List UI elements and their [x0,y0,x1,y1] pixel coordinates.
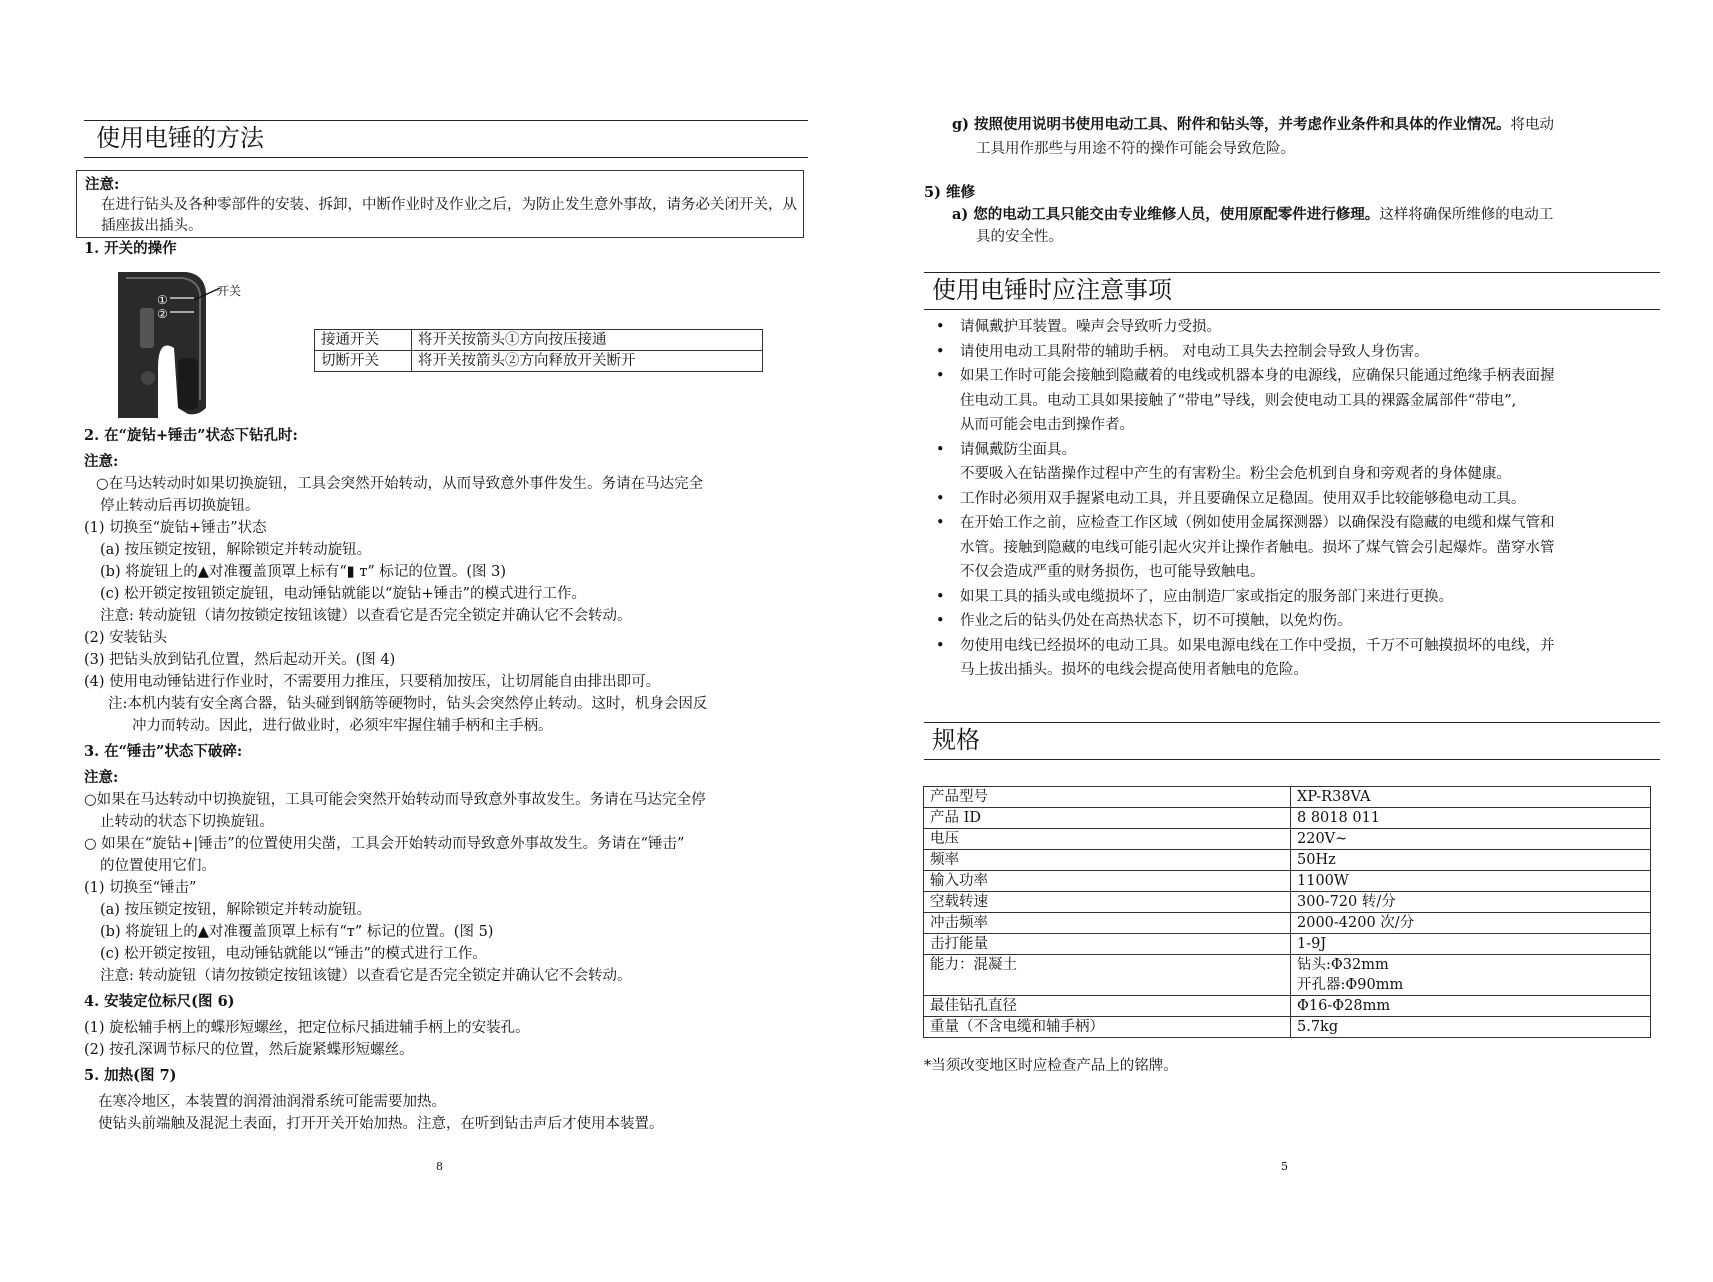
caution-line: 不仅会造成严重的财务损伤，也可能导致触电。 [960,564,1265,580]
spec-value [1291,913,1651,934]
bullet-icon: • [936,490,945,507]
spec-value-text: 1100W [1297,873,1349,889]
caution-line: 勿使用电线已经损坏的电动工具。如果电源电线在工作中受损，千万不可触摸损坏的电线，并 [960,637,1555,654]
callout-2: ② [157,307,168,321]
table-row [924,934,1651,955]
s2-line: (2) 安装钻头 [84,630,168,646]
s2-note: 注意: [84,453,119,470]
caution-line: 水管。接触到隐藏的电线可能引起火灾并让操作者触电。损坏了煤气管会引起爆炸。凿穿水管 [960,539,1555,556]
caution-line: 请佩戴护耳装置。噪声会导致听力受损。 [960,319,1221,335]
s5-line: 使钻头前端触及混泥土表面，打开开关开始加热。注意，在听到钻击声后才使用本装置。 [98,1116,664,1132]
spec-key: 产品型号 [924,787,1291,808]
caution-line: 马上拔出插头。损坏的电线会提高使用者触电的危险。 [960,662,1308,678]
caution-line: 在开始工作之前，应检查工作区域（例如使用金属探测器）以确保没有隐藏的电缆和煤气管和 [960,515,1555,531]
notice-label: 注意: [85,176,120,193]
spec-value-text: 8 8018 011 [1297,810,1381,826]
bullet-icon: • [936,441,945,458]
table-row [924,996,1651,1017]
table-row [924,871,1651,892]
s2-line: (a) 按压锁定按钮，解除锁定并转动旋钮。 [100,542,372,558]
spec-key: 重量（不含电缆和辅手柄） [924,1017,1291,1038]
section-title-usage: 使用电锤的方法 [84,120,808,158]
table-row [924,787,1651,808]
caution-line: 如果工作时可能会接触到隐藏着的电线或机器本身的电源线，应确保只能通过绝缘手柄表面握 [960,368,1555,384]
notice-box [76,170,804,238]
spec-value [1291,850,1651,871]
item-a-bold: a) 您的电动工具只能交由专业维修人员，使用原配零件进行修理。 [952,206,1380,223]
spec-table [923,786,1651,1038]
spec-value-text-2: 开孔器:Φ90mm [1297,977,1404,993]
spec-value-text: XP-R38VA [1297,789,1371,805]
s5-heading: 5. 加热(图 7) [84,1067,177,1084]
maintenance-heading: 5) 维修 [924,184,975,201]
spec-value [1291,996,1651,1017]
spec-note: *当须改变地区时应检查产品上的铭牌。 [924,1058,1178,1074]
spec-value [1291,934,1651,955]
table-row [315,330,763,351]
s3-line: 注意: 转动旋钮（请勿按锁定按钮该键）以查看它是否完全锁定并确认它不会转动。 [100,968,632,984]
s2-line: (c) 松开锁定按钮锁定旋钮，电动锤钻就能以“旋钻+锤击”的模式进行工作。 [100,586,587,602]
caution-line: 作业之后的钻头仍处在高热状态下，切不可摸触，以免灼伤。 [960,613,1352,629]
item-a-line2: 具的安全性。 [976,229,1063,245]
s2-line: (1) 切换至“旋钻+锤击”状态 [84,520,267,536]
s3-heading: 3. 在“锤击”状态下破碎: [84,743,243,760]
switch-callout-label: 开关 [217,284,242,298]
s5-line: 在寒冷地区，本装置的润滑油润滑系统可能需要加热。 [98,1094,446,1110]
spec-value-text: 钻头:Φ32mm [1297,957,1389,973]
s2-line: (3) 把钻头放到钻孔位置，然后起动开关。(图 4) [84,652,396,668]
table-row [924,955,1651,996]
spec-value [1291,892,1651,913]
s2-line: (4) 使用电动锤钻进行作业时，不需要用力推压，只要稍加按压，让切屑能自由排出即可。 [84,674,661,690]
s3-line: ○如果在马达转动中切换旋钮，工具可能会突然开始转动而导致意外事故发生。务请在马达完全停 [84,792,706,808]
spec-value-text: Φ16-Φ28mm [1297,998,1391,1014]
caution-line: 请使用电动工具附带的辅助手柄。 对电动工具失去控制会导致人身伤害。 [960,343,1429,360]
section-title-spec: 规格 [924,722,1660,760]
switch-value: 将开关按箭头②方向释放开关断开 [412,351,763,372]
spec-value-text: 5.7kg [1297,1019,1339,1035]
s3-line: 止转动的状态下切换旋钮。 [100,814,274,830]
caution-line: 请佩戴防尘面具。 [960,441,1076,458]
item-g-bold: g) 按照使用说明书使用电动工具、附件和钻头等，并考虑作业条件和具体的作业情况。 [952,116,1511,133]
spec-key: 电压 [924,829,1291,850]
page-number-right: 5 [1281,1160,1288,1173]
bullet-icon: • [936,319,945,335]
s2-line: (b) 将旋钮上的▲对准覆盖顶罩上标有“▮ ᴛ” 标记的位置。(图 3) [100,564,507,580]
caution-line: 不要吸入在钻凿操作过程中产生的有害粉尘。粉尘会危机到自身和旁观者的身体健康。 [960,466,1511,482]
s4-line: (2) 按孔深调节标尺的位置，然后旋紧蝶形短螺丝。 [84,1042,414,1058]
table-row [924,1017,1651,1038]
spec-key: 输入功率 [924,871,1291,892]
s2-line: ○在马达转动时如果切换旋钮，工具会突然开始转动，从而导致意外事件发生。务请在马达完全 [96,476,704,492]
spec-value [1291,871,1651,892]
notice-text: 在进行钻头及各种零部件的安装、拆卸，中断作业时及作业之后，为防止发生意外事故，请务必关闭开关，从插座拔出插头。 [101,197,797,234]
spec-value [1291,1017,1651,1038]
spec-value-text: 50Hz [1297,852,1336,868]
spec-key: 最佳钻孔直径 [924,996,1291,1017]
s4-line: (1) 旋松辅手柄上的蝶形短螺丝，把定位标尺插进辅手柄上的安装孔。 [84,1020,530,1036]
spec-key: 冲击频率 [924,913,1291,934]
s3-line: (a) 按压锁定按钮，解除锁定并转动旋钮。 [100,902,372,918]
table-row [924,808,1651,829]
spec-key: 产品 ID [924,808,1291,829]
switch-key: 接通开关 [315,330,412,351]
spec-key: 击打能量 [924,934,1291,955]
bullet-icon: • [936,368,945,384]
s3-note: 注意: [84,769,119,786]
spec-value-text: 220V~ [1297,831,1348,847]
spec-key: 频率 [924,850,1291,871]
s2-line: 注:本机内装有安全离合器，钻头碰到钢筋等硬物时，钻头会突然停止转动。这时，机身会因反 [108,696,708,712]
s1-heading: 1. 开关的操作 [84,240,177,257]
bullet-icon: • [936,637,945,654]
s2-line: 冲力而转动。因此，进行做业时，必须牢牢握住辅手柄和主手柄。 [132,718,553,734]
item-a-line1 [952,204,1553,226]
table-row [924,829,1651,850]
callout-1: ① [157,293,168,307]
bullet-icon: • [936,515,945,531]
switch-key: 切断开关 [315,351,412,372]
item-g-rest: 将电动 [1510,117,1555,133]
s3-line: ○ 如果在“旋钻+|锤击”的位置使用尖凿，工具会开始转动而导致意外事故发生。务请在“锤击” [84,836,685,852]
spec-value [1291,955,1651,996]
bullet-icon: • [936,343,945,360]
caution-line: 住电动工具。电动工具如果接触了“带电”导线，则会使电动工具的裸露金属部件“带电”, [960,392,1517,409]
table-row [315,351,763,372]
switch-value: 将开关按箭头①方向按压接通 [412,330,763,351]
spec-value [1291,787,1651,808]
caution-line: 从而可能会电击到操作者。 [960,417,1134,433]
switch-table [314,329,763,372]
spec-value-text: 2000-4200 次/分 [1297,915,1415,931]
s2-line: 停止转动后再切换旋钮。 [100,498,260,514]
caution-line: 如果工具的插头或电缆损坏了，应由制造厂家或指定的服务部门来进行更换。 [960,588,1453,605]
table-row [924,892,1651,913]
spec-key: 空载转速 [924,892,1291,913]
item-g-line2: 工具用作那些与用途不符的操作可能会导致危险。 [976,141,1295,157]
table-row [924,850,1651,871]
item-a-rest: 这样将确保所维修的电动工 [1379,207,1554,223]
spec-value-text: 300-720 转/分 [1297,894,1396,910]
s3-line: (c) 松开锁定按钮，电动锤钻就能以“锤击”的模式进行工作。 [100,946,487,962]
s3-line: (b) 将旋钮上的▲对准覆盖顶罩上标有“ᴛ” 标记的位置。(图 5) [100,924,494,940]
section-title-caution: 使用电锤时应注意事项 [924,272,1660,310]
s2-heading: 2. 在“旋钻+锤击”状态下钻孔时: [84,427,298,444]
spec-value-text: 1-9J [1297,936,1327,952]
s4-heading: 4. 安装定位标尺(图 6) [84,993,235,1010]
s3-line: (1) 切换至“锤击” [84,880,197,896]
bullet-icon: • [936,613,945,629]
spec-value [1291,808,1651,829]
spec-value [1291,829,1651,850]
s2-line: 注意: 转动旋钮（请勿按锁定按钮该键）以查看它是否完全锁定并确认它不会转动。 [100,608,632,624]
table-row [924,913,1651,934]
item-g-line1 [952,114,1554,136]
spec-key: 能力：混凝土 [924,955,1291,996]
page-number-left: 8 [436,1160,443,1173]
s3-line: 的位置使用它们。 [100,858,216,874]
bullet-icon: • [936,588,945,605]
caution-line: 工作时必须用双手握紧电动工具，并且要确保立足稳固。使用双手比较能够稳电动工具。 [960,490,1526,507]
